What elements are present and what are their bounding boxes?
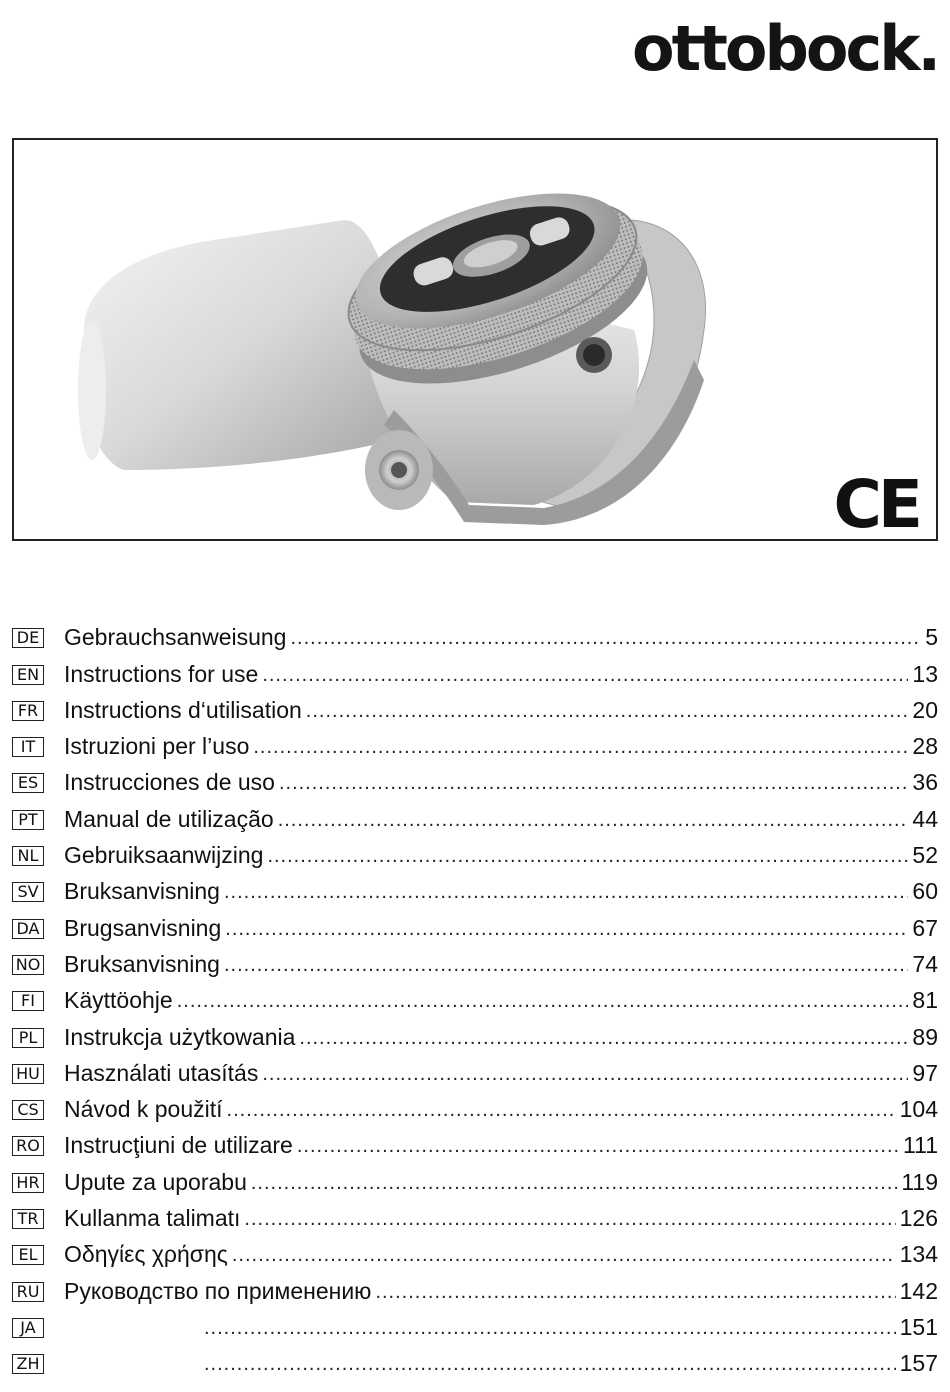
language-code-badge: JA xyxy=(12,1318,44,1338)
toc-row[interactable] xyxy=(12,1195,938,1231)
toc-title: Návod k použití xyxy=(64,1096,223,1123)
toc-title: Руководство по применению xyxy=(64,1277,372,1304)
toc-row[interactable] xyxy=(12,1122,938,1158)
dot-leader xyxy=(225,919,908,941)
page-number: 134 xyxy=(899,1241,938,1268)
toc-row[interactable] xyxy=(12,1158,938,1194)
toc-row[interactable] xyxy=(12,1013,938,1049)
toc-title: Istruzioni per l’uso xyxy=(64,733,250,760)
language-code-badge: TR xyxy=(12,1209,44,1229)
prosthetic-knee-joint-image xyxy=(14,140,936,539)
page-number: 151 xyxy=(899,1313,938,1340)
toc-title: Instructions for use xyxy=(64,660,259,687)
page-number: 157 xyxy=(899,1350,938,1377)
toc-title: Gebrauchsanweisung xyxy=(64,624,287,651)
page-number: 20 xyxy=(912,696,938,723)
page-number: 142 xyxy=(899,1277,938,1304)
language-code-badge: EN xyxy=(12,665,44,685)
toc-row[interactable] xyxy=(12,868,938,904)
page-number: 81 xyxy=(912,987,938,1014)
dot-leader xyxy=(232,1245,896,1267)
brand-logo: ottobock. xyxy=(632,12,938,85)
toc-title: Instrucciones de uso xyxy=(64,769,275,796)
language-code-badge: NL xyxy=(12,846,44,866)
dot-leader xyxy=(251,1173,897,1195)
toc-title: Instrucţiuni de utilizare xyxy=(64,1132,293,1159)
toc-row[interactable] xyxy=(12,759,938,795)
dot-leader xyxy=(306,701,909,723)
toc-row[interactable] xyxy=(12,941,938,977)
dot-leader xyxy=(262,665,908,687)
language-code-badge: ES xyxy=(12,773,44,793)
page-number: 44 xyxy=(912,805,938,832)
toc-row[interactable] xyxy=(12,687,938,723)
dot-leader xyxy=(297,1136,899,1158)
toc-row[interactable] xyxy=(12,1304,938,1340)
language-code-badge: PL xyxy=(12,1028,44,1048)
toc-row[interactable] xyxy=(12,1050,938,1086)
dot-leader xyxy=(262,1064,908,1086)
page-number: 13 xyxy=(912,660,938,687)
dot-leader xyxy=(253,737,908,759)
toc-row[interactable] xyxy=(12,614,938,650)
product-photo-frame xyxy=(12,138,938,541)
language-code-badge: DE xyxy=(12,628,44,648)
toc-row[interactable] xyxy=(12,1086,938,1122)
toc-row[interactable] xyxy=(12,1231,938,1267)
language-code-badge: DA xyxy=(12,919,44,939)
page-number: 104 xyxy=(899,1096,938,1123)
page-number: 97 xyxy=(912,1059,938,1086)
page-number: 126 xyxy=(899,1205,938,1232)
dot-leader xyxy=(204,1354,896,1376)
toc-title: Manual de utilização xyxy=(64,805,274,832)
ce-mark xyxy=(833,466,919,539)
dot-leader xyxy=(267,846,908,868)
language-code-badge: RU xyxy=(12,1282,44,1302)
dot-leader xyxy=(177,991,909,1013)
language-code-badge: HR xyxy=(12,1173,44,1193)
toc-title: Használati utasítás xyxy=(64,1059,259,1086)
page-number: 111 xyxy=(903,1132,938,1159)
page-number: 74 xyxy=(912,950,938,977)
toc-title: Bruksanvisning xyxy=(64,950,220,977)
dot-leader xyxy=(279,773,908,795)
page-number: 36 xyxy=(912,769,938,796)
toc-title: Bruksanvisning xyxy=(64,878,220,905)
toc-row[interactable] xyxy=(12,650,938,686)
language-code-badge: RO xyxy=(12,1136,44,1156)
toc-title: Οδηγίες χρήσης xyxy=(64,1241,228,1268)
toc-title xyxy=(64,1339,200,1340)
table-of-contents xyxy=(12,614,938,1376)
dot-leader xyxy=(224,955,908,977)
language-code-badge: IT xyxy=(12,737,44,757)
language-code-badge: FI xyxy=(12,991,44,1011)
svg-text:CE: CE xyxy=(833,466,919,539)
dot-leader xyxy=(204,1318,896,1340)
language-code-badge: ZH xyxy=(12,1354,44,1374)
toc-title: Upute za uporabu xyxy=(64,1168,247,1195)
toc-row[interactable] xyxy=(12,723,938,759)
language-code-badge: NO xyxy=(12,955,44,975)
dot-leader xyxy=(224,882,908,904)
page-number: 52 xyxy=(912,842,938,869)
toc-title xyxy=(64,1375,200,1376)
language-code-badge: CS xyxy=(12,1100,44,1120)
toc-title: Käyttöohje xyxy=(64,987,173,1014)
toc-row[interactable] xyxy=(12,1267,938,1303)
language-code-badge: FR xyxy=(12,701,44,721)
sleeve-shape xyxy=(82,220,404,470)
page-number: 67 xyxy=(912,914,938,941)
toc-title: Kullanma talimatı xyxy=(64,1205,241,1232)
toc-title: Brugsanvisning xyxy=(64,914,222,941)
page-number: 60 xyxy=(912,878,938,905)
toc-row[interactable] xyxy=(12,904,938,940)
dot-leader xyxy=(244,1209,895,1231)
dot-leader xyxy=(227,1100,896,1122)
page-number: 5 xyxy=(925,624,938,651)
sleeve-opening xyxy=(78,320,106,460)
toc-title: Gebruiksaanwijzing xyxy=(64,842,264,869)
language-code-badge: SV xyxy=(12,882,44,902)
dot-leader xyxy=(375,1282,895,1304)
dot-leader xyxy=(299,1028,908,1050)
page-number: 28 xyxy=(912,733,938,760)
toc-row[interactable] xyxy=(12,832,938,868)
toc-row[interactable] xyxy=(12,1340,938,1376)
dot-leader xyxy=(278,810,909,832)
language-code-badge: EL xyxy=(12,1245,44,1265)
toc-title: Instrukcja użytkowania xyxy=(64,1023,296,1050)
page-number: 89 xyxy=(912,1023,938,1050)
toc-row[interactable] xyxy=(12,977,938,1013)
toc-title: Instructions d‘utilisation xyxy=(64,696,302,723)
language-code-badge: PT xyxy=(12,810,44,830)
language-code-badge: HU xyxy=(12,1064,44,1084)
page-number: 119 xyxy=(901,1168,938,1195)
dot-leader xyxy=(290,628,921,650)
toc-row[interactable] xyxy=(12,795,938,831)
